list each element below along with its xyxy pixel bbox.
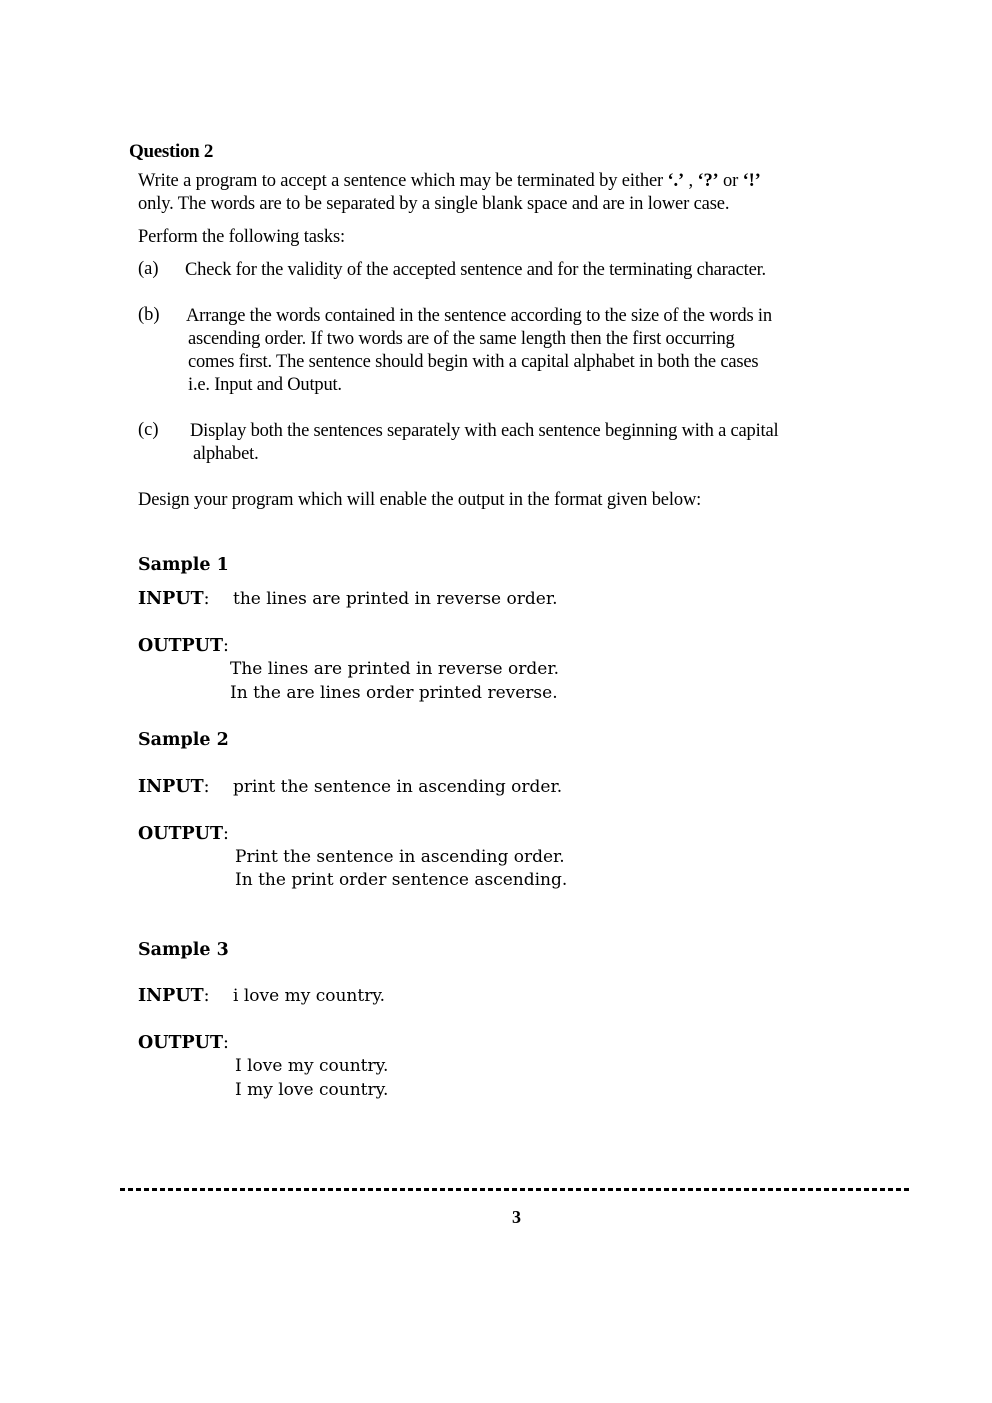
input-label: INPUT: [138, 777, 210, 797]
footer-dashed-divider [120, 1188, 912, 1191]
sample-output-line: I love my country. [235, 1056, 389, 1076]
output-label: OUTPUT: [138, 824, 229, 844]
intro-line-1 [138, 170, 761, 193]
sample-input: print the sentence in ascending order. [233, 777, 563, 797]
input-label: INPUT: [138, 986, 210, 1006]
sample-input: the lines are printed in reverse order. [233, 589, 558, 609]
task-label: (a) [138, 259, 159, 279]
task-text: i.e. Input and Output. [188, 375, 342, 395]
task-text: Check for the validity of the accepted sentence and for the terminating character. [185, 260, 766, 280]
sample-output-line: I my love country. [235, 1080, 389, 1100]
tasks-intro: Perform the following tasks: [138, 227, 345, 247]
terminator-period: ‘.’ [667, 171, 684, 191]
intro-line-2: only. The words are to be separated by a single blank space and are in lower case. [138, 194, 730, 214]
sample-input: i love my country. [233, 986, 386, 1006]
output-label: OUTPUT: [138, 1033, 229, 1053]
sample-output-line: In the are lines order printed reverse. [230, 683, 558, 703]
terminator-question: ‘?’ [697, 171, 719, 191]
task-label: (c) [138, 420, 159, 440]
sample-heading: Sample 3 [138, 940, 229, 960]
sample-output-line: Print the sentence in ascending order. [235, 847, 565, 867]
task-text: alphabet. [193, 444, 259, 464]
sample-heading: Sample 1 [138, 555, 229, 575]
intro-text: Write a program to accept a sentence which may be terminated by either [138, 171, 668, 191]
sample-output-line: In the print order sentence ascending. [235, 870, 568, 890]
sample-heading: Sample 2 [138, 730, 229, 750]
output-label: OUTPUT: [138, 636, 229, 656]
task-text: Arrange the words contained in the sentence according to the size of the words in [186, 306, 772, 326]
page-number: 3 [512, 1207, 521, 1227]
task-text: ascending order. If two words are of the same length then the first occurring [188, 329, 735, 349]
task-label: (b) [138, 305, 160, 325]
task-text: comes first. The sentence should begin with a capital alphabet in both the cases [188, 352, 759, 372]
task-text: Display both the sentences separately with each sentence beginning with a capital [190, 421, 779, 441]
sample-output-line: The lines are printed in reverse order. [230, 659, 559, 679]
input-label: INPUT: [138, 589, 210, 609]
design-instruction: Design your program which will enable the output in the format given below: [138, 490, 702, 510]
separator: , [684, 171, 698, 191]
terminator-exclamation: ‘!’ [742, 171, 761, 191]
question-title: Question 2 [129, 141, 214, 162]
separator: or [718, 171, 743, 191]
